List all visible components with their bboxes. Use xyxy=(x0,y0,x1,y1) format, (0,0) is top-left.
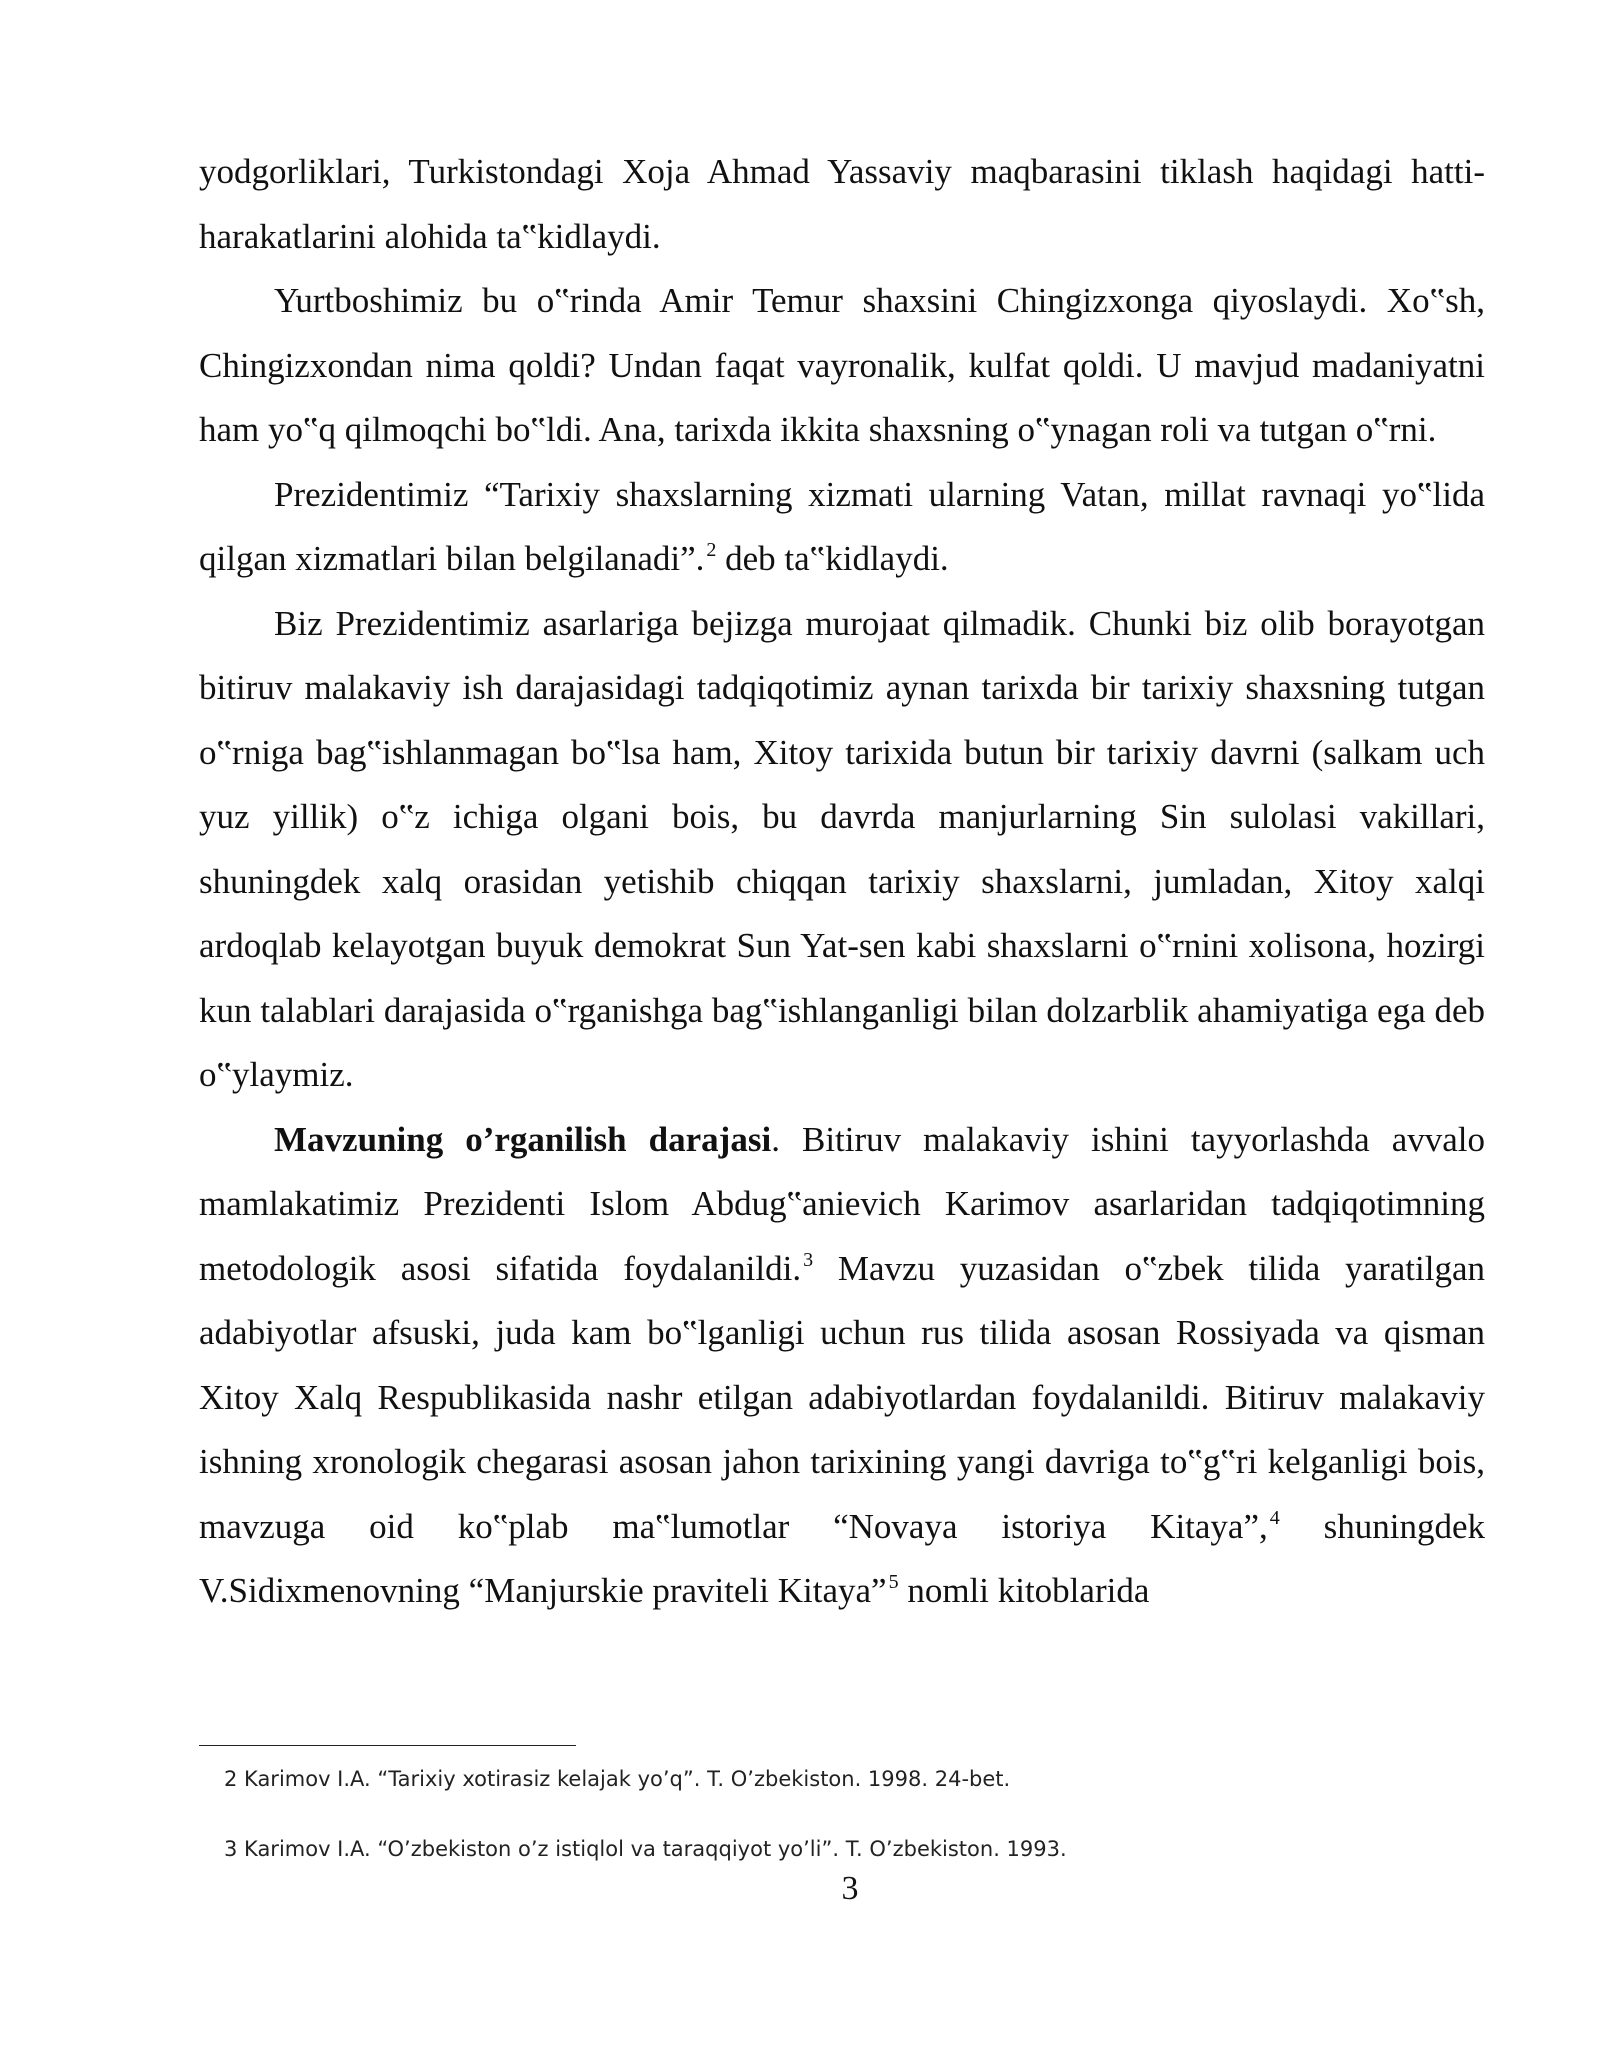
footnote-2: 2 Karimov I.A. “Tarixiy xotirasiz kelajak yo’q”. T. O’zbekiston. 1998. 24-bet. xyxy=(224,1767,1011,1791)
quote-tail: deb ta‟kidlaydi. xyxy=(716,539,949,578)
paragraph-study-level xyxy=(199,1108,1485,1624)
footnote-ref-2[interactable]: 2 xyxy=(706,539,717,561)
study-text-b: Mavzu yuzasidan o‟zbek tilida yaratilgan adabiyotlar afsuski, juda kam bo‟lganligi uchun rus tilida asosan Rossiyada va qisman Xitoy Xalq Respublikasida nashr etilgan adabiyotlardan foydalanildi. Bitiruv malakaviy ishning xronologik chegarasi asosan jahon tarixining yangi davriga to‟g‟ri kelganligi bois, mavzuga oid ko‟plab ma‟lumotlar “Novaya istoriya Kitaya”, xyxy=(199,1248,1485,1546)
study-text-d: nomli kitoblarida xyxy=(898,1571,1150,1610)
paragraph-chingizxon: Yurtboshimiz bu o‟rinda Amir Temur shaxsini Chingizxonga qiyoslaydi. Xo‟sh, Chingizxondan nima qoldi? Undan faqat vayronalik, kulfat qoldi. U mavjud madaniyatni ham yo‟q qilmoqchi bo‟ldi. Ana, tarixda ikkita shaxsning o‟ynagan roli va tutgan o‟rni. xyxy=(199,281,1485,449)
study-text-c: shuningdek V.Sidixmenovning “Manjurskie praviteli Kitaya” xyxy=(199,1506,1485,1610)
study-text-a: . Bitiruv malakaviy ishini tayyorlashda avvalo mamlakatimiz Prezidenti Islom Abdug‟anievich Karimov asarlaridan tadqiqotimning metodologik asosi sifatida foydalanildi. xyxy=(199,1119,1485,1288)
footnote-ref-3[interactable]: 3 xyxy=(803,1248,814,1271)
paragraph-relevance: Biz Prezidentimiz asarlariga bejizga murojaat qilmadik. Chunki biz olib borayotgan bitiruv malakaviy ish darajasidagi tadqiqotimiz aynan tarixda bir tarixiy shaxsning tutgan o‟rniga bag‟ishlanmagan bo‟lsa ham, Xitoy tarixida butun bir tarixiy davrni (salkam uch yuz yillik) o‟z ichiga olgani bois, bu davrda manjurlarning Sin sulolasi vakillari, shuningdek xalq orasidan yetishib chiqqan tarixiy shaxslarni, jumladan, Xitoy xalqi ardoqlab kelayotgan buyuk demokrat Sun Yat-sen kabi shaxslarni o‟rnini xolisona, hozirgi kun talablari darajasida o‟rganishga bag‟ishlanganligi bilan dolzarblik ahamiyatiga ega deb o‟ylaymiz. xyxy=(199,603,1485,1094)
footnote-3: 3 Karimov I.A. “O’zbekiston o’z istiqlol va taraqqiyot yo’li”. T. O’zbekiston. 1993. xyxy=(224,1837,1067,1861)
footnote-ref-4[interactable]: 4 xyxy=(1269,1506,1280,1529)
footnote-separator xyxy=(199,1745,576,1746)
quote-text: Prezidentimiz “Tarixiy shaxslarning xizmati ularning Vatan, millat ravnaqi yo‟lida qilgan xizmatlari bilan belgilanadi”. xyxy=(199,474,1485,578)
paragraph-president-quote xyxy=(199,463,1485,592)
page-number: 3 xyxy=(841,1870,859,1907)
paragraph-continuation: yodgorliklari, Turkistondagi Xoja Ahmad Yassaviy maqbarasini tiklash haqidagi hatti-harakatlarini alohida ta‟kidlaydi. xyxy=(199,152,1485,256)
body-text xyxy=(199,140,1485,1624)
footnote-ref-5[interactable]: 5 xyxy=(888,1571,899,1593)
section-heading: Mavzuning o’rganilish darajasi xyxy=(274,1119,772,1159)
